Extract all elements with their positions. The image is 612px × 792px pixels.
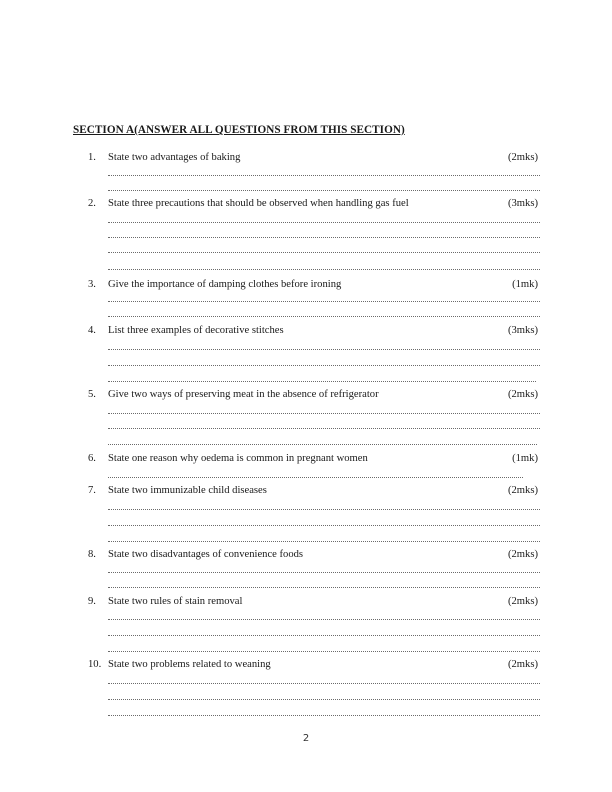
question-number: 5. xyxy=(88,389,96,400)
answer-line[interactable] xyxy=(108,269,540,270)
answer-line[interactable] xyxy=(108,683,540,684)
answer-line[interactable] xyxy=(108,572,540,573)
question-marks: (2mks) xyxy=(507,549,538,560)
question-marks: (2mks) xyxy=(507,485,538,496)
question-number: 6. xyxy=(88,453,96,464)
page-number: 2 xyxy=(302,733,310,744)
question-text: State two advantages of baking xyxy=(108,152,241,163)
question-1 xyxy=(88,152,540,166)
section-heading: SECTION A(ANSWER ALL QUESTIONS FROM THIS SECTION) xyxy=(73,124,405,136)
question-marks: (2mks) xyxy=(507,596,538,607)
answer-line[interactable] xyxy=(108,477,523,478)
question-text: List three examples of decorative stitches xyxy=(108,325,284,336)
question-text: State two immunizable child diseases xyxy=(108,485,267,496)
answer-line[interactable] xyxy=(108,699,540,700)
question-text: State three precautions that should be observed when handling gas fuel xyxy=(108,198,409,209)
question-number: 8. xyxy=(88,549,96,560)
answer-line[interactable] xyxy=(108,509,540,510)
answer-line[interactable] xyxy=(108,541,540,542)
answer-line[interactable] xyxy=(108,316,540,317)
answer-line[interactable] xyxy=(108,619,540,620)
answer-line[interactable] xyxy=(108,444,537,445)
question-10 xyxy=(88,659,540,673)
answer-line[interactable] xyxy=(108,237,540,238)
question-text: State two disadvantages of convenience foods xyxy=(108,549,304,560)
answer-line[interactable] xyxy=(108,651,540,652)
question-8 xyxy=(88,549,540,563)
question-marks: (2mks) xyxy=(507,659,538,670)
question-number: 4. xyxy=(88,325,96,336)
question-text: State two problems related to weaning xyxy=(108,659,271,670)
question-number: 7. xyxy=(88,485,96,496)
answer-line[interactable] xyxy=(108,175,540,176)
answer-line[interactable] xyxy=(108,301,540,302)
question-marks: (1mk) xyxy=(512,453,538,464)
question-text: Give two ways of preserving meat in the absence of refrigerator xyxy=(108,389,379,400)
answer-line[interactable] xyxy=(108,413,540,414)
question-marks: (2mks) xyxy=(507,152,538,163)
answer-line[interactable] xyxy=(108,715,540,716)
answer-line[interactable] xyxy=(108,635,540,636)
question-4 xyxy=(88,325,540,339)
answer-line[interactable] xyxy=(108,222,540,223)
question-number: 2. xyxy=(88,198,96,209)
answer-line[interactable] xyxy=(108,190,540,191)
question-marks: (3mks) xyxy=(507,198,538,209)
question-text: State two rules of stain removal xyxy=(108,596,243,607)
question-marks: (2mks) xyxy=(507,389,538,400)
question-marks: (3mks) xyxy=(507,325,538,336)
question-text: Give the importance of damping clothes before ironing xyxy=(108,279,342,290)
question-marks: (1mk) xyxy=(512,279,538,290)
answer-line[interactable] xyxy=(108,252,540,253)
question-3 xyxy=(88,279,540,293)
answer-line[interactable] xyxy=(108,428,540,429)
question-text: State one reason why oedema is common in pregnant women xyxy=(108,453,368,464)
question-7 xyxy=(88,485,540,499)
answer-line[interactable] xyxy=(108,381,536,382)
answer-line[interactable] xyxy=(108,525,540,526)
question-5 xyxy=(88,389,540,403)
answer-line[interactable] xyxy=(108,587,540,588)
question-number: 10. xyxy=(88,659,102,670)
question-2 xyxy=(88,198,540,212)
question-number: 3. xyxy=(88,279,96,290)
answer-line[interactable] xyxy=(108,349,540,350)
answer-line[interactable] xyxy=(108,365,540,366)
question-number: 9. xyxy=(88,596,96,607)
question-6 xyxy=(88,453,540,467)
question-number: 1. xyxy=(88,152,96,163)
question-9 xyxy=(88,596,540,610)
